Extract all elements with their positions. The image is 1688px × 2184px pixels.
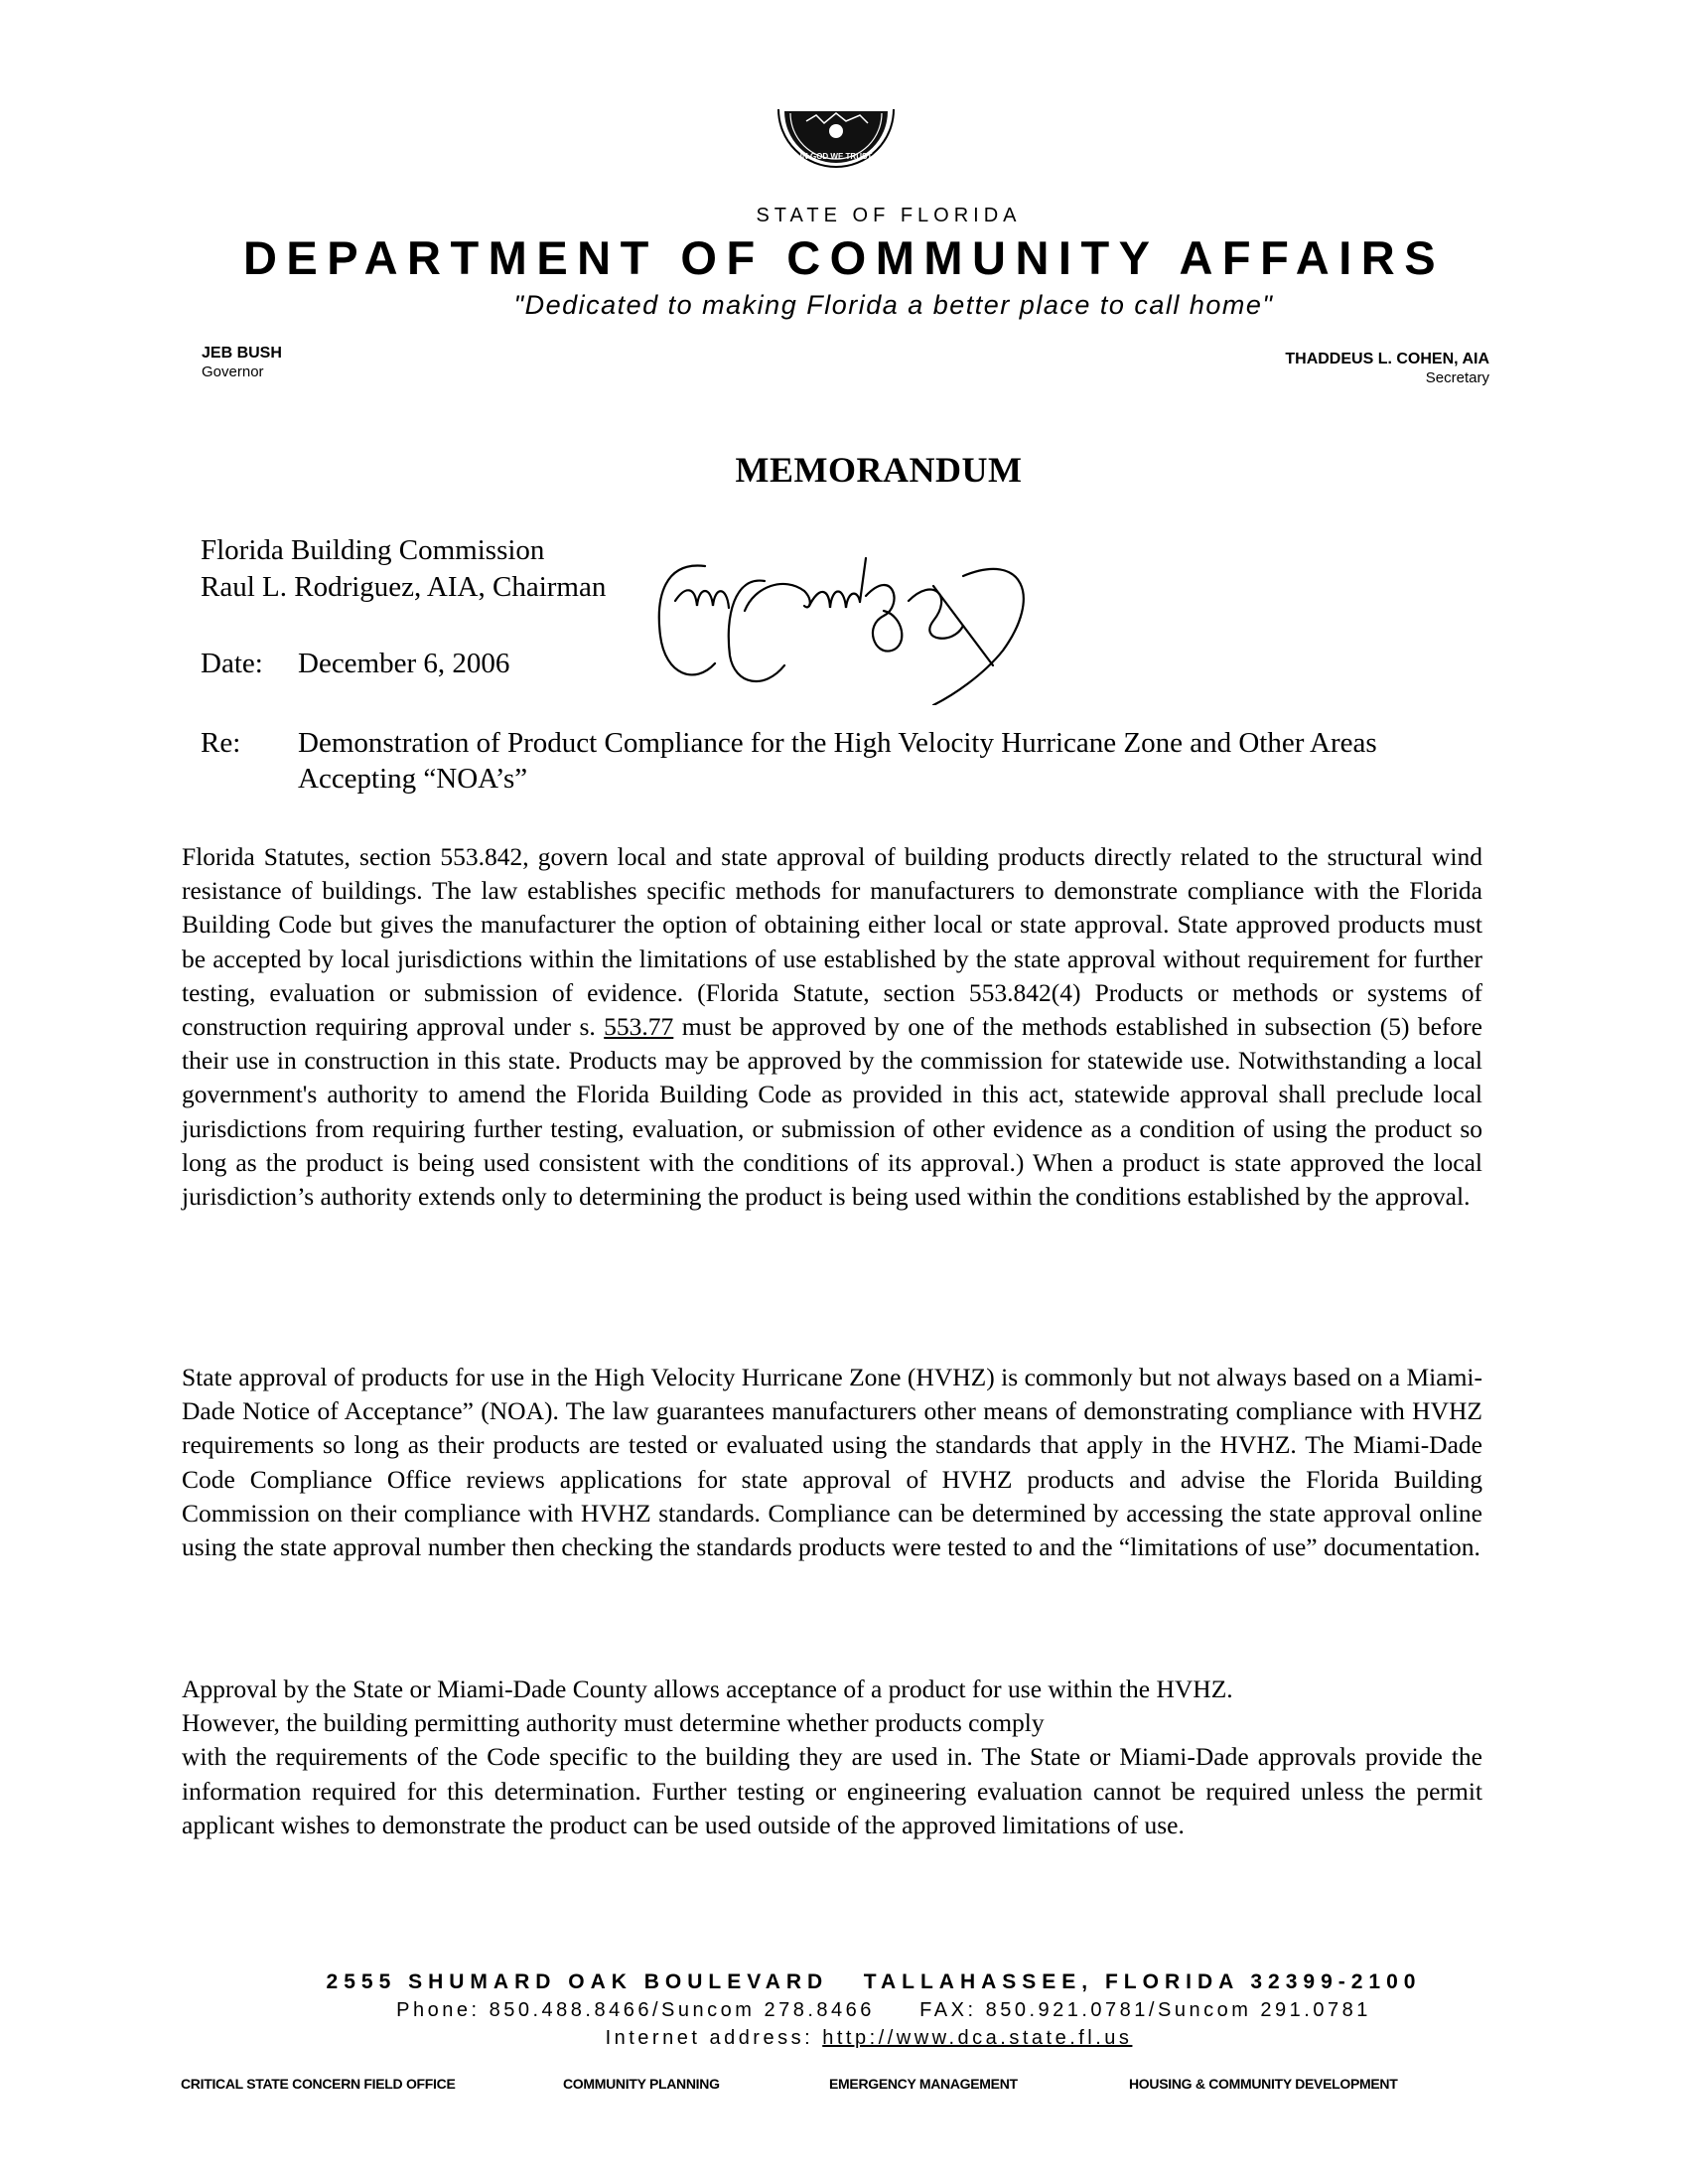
memo-from-block [201, 532, 606, 606]
date-value: December 6, 2006 [298, 648, 510, 679]
state-seal-icon [776, 101, 896, 189]
body-paragraph-hvhz: State approval of products for use in the High Velocity Hurricane Zone (HVHZ) is commonly but not always based on a Miami-Dade Notice of Acceptance” (NOA). The law guarantees manufacturers other means of demonstrating compliance with HVHZ requirements so long as their products are tested or evaluated using the standards that apply in the HVHZ. The Miami-Dade Code Compliance Office reviews applications for state approval of HVHZ products and advise the Florida Building Commission on their compliance with HVHZ standards. Compliance can be determined by accessing the state approval online using the state approval number then checking the standards products were tested to and the “limitations of use” documentation. [182, 1363, 1482, 1562]
footer-internet [0, 2027, 1688, 2050]
paragraph-text: must be approved by one of the methods established in subsection (5) before their use in construction in this state. Products may be approved by the commission for statewide use. Notwithstanding a local government's authority to amend the Florida Building Code as provided in this act, statewide approval shall preclude local jurisdictions from requiring further testing, evaluation, or submission of other evidence as a condition of using the product so long as the product is being used consistent with the conditions of its approval.) When a product is state approved the local jurisdiction’s authority extends only to determining the product is being used within the conditions established by the approval. [182, 1012, 1482, 1212]
subject-label: Re: [201, 727, 241, 759]
department-motto: "Dedicated to making Florida a better place to call home" [513, 290, 1274, 320]
secretary-name: THADDEUS L. COHEN, AIA [1285, 351, 1489, 367]
secretary-title: Secretary [1425, 369, 1489, 386]
state-heading: STATE OF FLORIDA [756, 205, 1022, 226]
memo-title: MEMORANDUM [735, 450, 1023, 490]
governor-block [202, 344, 282, 381]
governor-title: Governor [202, 364, 264, 380]
date-label: Date: [201, 648, 263, 679]
from-line-organization: Florida Building Commission [201, 534, 545, 566]
memo-date-row [201, 648, 509, 680]
division-housing-community-development: HOUSING & COMMUNITY DEVELOPMENT [1129, 2076, 1398, 2092]
footer-fax: FAX: 850.921.0781/Suncom 291.0781 [919, 1999, 1371, 2021]
footer-address: 2555 SHUMARD OAK BOULEVARD TALLAHASSEE, FLORIDA 32399-2100 [326, 1970, 1422, 1993]
paragraph-line: However, the building permitting authority must determine whether products comply [182, 1708, 1045, 1738]
footer-phone: Phone: 850.488.8466/Suncom 278.8466 [396, 1999, 875, 2021]
subject-value: Demonstration of Product Compliance for the High Velocity Hurricane Zone and Other Areas Accepting “NOA’s” [298, 727, 1377, 795]
handwritten-signature-icon [635, 556, 1172, 705]
body-paragraph-approval [182, 1673, 1482, 1842]
division-community-planning: COMMUNITY PLANNING [563, 2076, 720, 2092]
secretary-block [1285, 350, 1489, 387]
seal-motto: IN GOD WE TRUST [799, 152, 873, 161]
governor-name: JEB BUSH [202, 345, 282, 362]
paragraph-text: with the requirements of the Code specific to the building they are used in. The State or Miami-Dade approvals provide the information required for this determination. Further testing or engineering evaluation cannot be required unless the permit applicant wishes to demonstrate the product can be used outside of the approved limitations of use. [182, 1742, 1482, 1839]
statute-553-77-link[interactable]: 553.77 [604, 1012, 674, 1042]
internet-label: Internet address: [605, 2027, 823, 2049]
body-paragraph-statutes [182, 840, 1482, 1214]
paragraph-line: Approval by the State or Miami-Dade County allows acceptance of a product for use within the HVHZ. [182, 1674, 1233, 1703]
division-list [181, 2076, 1472, 2100]
website-link[interactable]: http://www.dca.state.fl.us [822, 2027, 1133, 2049]
footer-contact [0, 1999, 1688, 2022]
department-heading: DEPARTMENT OF COMMUNITY AFFAIRS [242, 231, 1446, 284]
from-line-chairman: Raul L. Rodriguez, AIA, Chairman [201, 571, 607, 603]
memo-subject-row [201, 725, 1491, 797]
division-critical-state-concern: CRITICAL STATE CONCERN FIELD OFFICE [181, 2076, 456, 2092]
paragraph-text: Florida Statutes, section 553.842, govern local and state approval of building products directly related to the structural wind resistance of buildings. The law establishes specific methods for manufacturers to demonstrate compliance with the Florida Building Code but gives the manufacturer the option of obtaining either local or state approval. State approved products must be accepted by local jurisdictions within the limitations of use established by the state approval without requirement for further testing, evaluation or submission of evidence. (Florida Statute, section 553.842(4) Products or methods or systems of construction requiring approval under s. [182, 842, 1482, 1042]
division-emergency-management: EMERGENCY MANAGEMENT [829, 2076, 1018, 2092]
